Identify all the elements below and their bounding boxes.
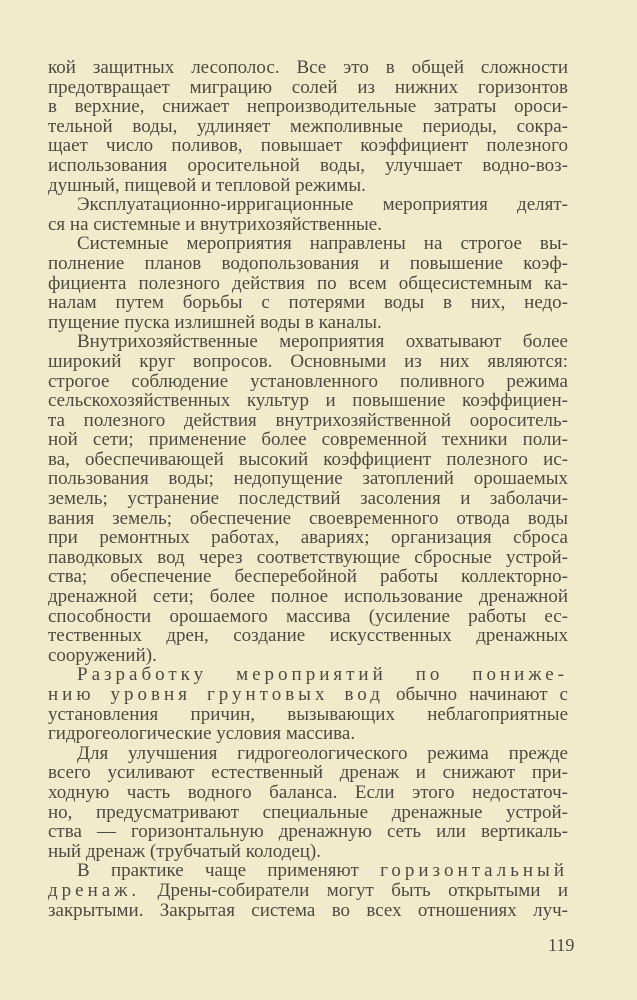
text-segment: в верхние, снижает непроизводительные затраты ороси-	[48, 96, 568, 118]
text-line	[48, 117, 568, 137]
text-segment: обычно начинают с	[383, 684, 568, 705]
text-line	[48, 78, 568, 98]
text-line	[48, 430, 568, 450]
text-line	[48, 861, 568, 881]
spaced-emphasis-text: нию уровня грунтовых вод	[48, 684, 384, 705]
text-segment: земель; устранение последствий засоления и заболачи-	[48, 488, 568, 510]
text-segment: гидрогеологические условия массива.	[48, 723, 356, 745]
text-line	[48, 685, 568, 705]
text-segment: ства — горизонтальную дренажную сеть или вертикаль-	[48, 821, 568, 843]
text-segment: щает число поливов, повышает коэффициент полезного	[48, 135, 568, 157]
text-line	[48, 97, 568, 117]
text-segment: но, предусматривают специальные дренажные устрой-	[48, 801, 568, 823]
text-line	[48, 842, 568, 862]
text-line	[48, 372, 568, 392]
text-line	[48, 489, 568, 509]
text-line	[48, 293, 568, 313]
text-segment: В практике чаще применяют	[77, 860, 381, 882]
spaced-emphasis-text: горизонтальный	[380, 860, 568, 882]
text-line	[48, 156, 568, 176]
text-segment: налам путем борьбы с потерями воды в них, недо-	[48, 292, 568, 314]
text-segment: пущение пуска излишней воды в каналы.	[48, 311, 382, 333]
text-segment: установления причин, вызывающих неблагоприятные	[48, 703, 568, 725]
spaced-emphasis-text: Разработку мероприятий по пониже-	[77, 664, 568, 686]
text-segment: пользования воды; недопущение затоплений орошаемых	[48, 468, 568, 490]
text-segment: сооружений).	[48, 644, 157, 666]
text-segment: широкий круг вопросов. Основными из них являются:	[48, 350, 568, 372]
text-segment: ства; обеспечение бесперебойной работы коллекторно-	[48, 566, 568, 588]
text-line	[48, 176, 568, 196]
text-line	[48, 469, 568, 489]
text-segment: полнение планов водопользования и повышение коэф-	[48, 252, 568, 274]
text-segment: фициента полезного действия по всем общесистемным ка-	[48, 272, 568, 294]
text-line	[48, 411, 568, 431]
text-segment: тественных дрен, создание искусственных дренажных	[48, 625, 568, 647]
text-segment: Системные мероприятия направлены на строгое вы-	[77, 233, 568, 255]
text-segment: тельной воды, удлиняет межполивные периоды, сокра-	[48, 115, 568, 137]
text-segment: ный дренаж (трубчатый колодец).	[48, 840, 322, 862]
text-line	[48, 215, 568, 235]
text-segment: ся на системные и внутрихозяйственные.	[48, 213, 382, 235]
paragraph	[48, 58, 568, 195]
text-line	[48, 783, 568, 803]
text-line	[48, 763, 568, 783]
text-segment: при ремонтных работах, авариях; организация сброса	[48, 527, 568, 549]
text-segment: ва, обеспечивающей высокий коэффициент полезного ис-	[48, 448, 568, 470]
text-segment: дренажной сети; более полное использование дренажной	[48, 586, 568, 608]
text-segment: кой защитных лесополос. Все это в общей сложности	[48, 57, 568, 78]
text-line	[48, 136, 568, 156]
paragraph	[48, 861, 568, 920]
text-line	[48, 646, 568, 666]
text-segment: способности орошаемого массива (усиление работы ес-	[48, 605, 568, 627]
text-segment: строгое соблюдение установленного поливного режима	[48, 370, 568, 392]
paragraph	[48, 744, 568, 862]
text-segment: сельскохозяйственных культур и повышение коэффициен-	[48, 390, 568, 412]
text-line	[48, 254, 568, 274]
text-line	[48, 58, 568, 78]
text-line	[48, 567, 568, 587]
text-line	[48, 705, 568, 725]
text-segment: Для улучшения гидрогеологического режима прежде	[77, 742, 568, 764]
text-line	[48, 587, 568, 607]
text-line	[48, 607, 568, 627]
text-line	[48, 548, 568, 568]
spaced-emphasis-text: дренаж.	[48, 879, 141, 901]
text-segment: Внутрихозяйственные мероприятия охватывают более	[77, 331, 568, 353]
text-segment: ной сети; применение более современной техники поли-	[48, 429, 568, 451]
paragraph	[48, 195, 568, 234]
text-line	[48, 274, 568, 294]
text-segment: вания земель; обеспечение своевременного отвода воды	[48, 507, 568, 529]
text-line	[48, 332, 568, 352]
text-line	[48, 724, 568, 744]
text-segment: всего усиливают естественный дренаж и снижают при-	[48, 762, 568, 784]
text-line	[48, 626, 568, 646]
paragraph	[48, 332, 568, 665]
page-number: 119	[548, 935, 575, 955]
text-segment: та полезного действия внутрихозяйственной оороситель-	[48, 409, 568, 431]
text-segment: ходную часть водного баланса. Если этого недостаточ-	[48, 781, 568, 803]
text-line	[48, 822, 568, 842]
text-line	[48, 313, 568, 333]
text-line	[48, 195, 568, 215]
text-line	[48, 744, 568, 764]
text-line	[48, 509, 568, 529]
text-line	[48, 803, 568, 823]
text-segment: закрытыми. Закрытая система во всех отношениях луч-	[48, 899, 568, 921]
text-segment: использования оросительной воды, улучшает водно-воз-	[48, 154, 568, 176]
text-segment: паводковых вод через соответствующие сбросные устрой-	[48, 546, 568, 568]
text-line	[48, 391, 568, 411]
text-line	[48, 352, 568, 372]
text-line	[48, 528, 568, 548]
text-line	[48, 901, 568, 921]
page-body	[48, 58, 568, 920]
text-segment: душный, пищевой и тепловой режимы.	[48, 174, 366, 196]
text-segment: предотвращает миграцию солей из нижних горизонтов	[48, 76, 568, 98]
text-segment: Дрены-собиратели могут быть открытыми и	[140, 879, 568, 901]
text-line	[48, 450, 568, 470]
text-line	[48, 665, 568, 685]
paragraph	[48, 234, 568, 332]
paragraph	[48, 665, 568, 743]
text-line	[48, 234, 568, 254]
text-segment: Эксплуатационно-ирригационные мероприятия делят-	[77, 194, 568, 216]
text-line	[48, 881, 568, 901]
